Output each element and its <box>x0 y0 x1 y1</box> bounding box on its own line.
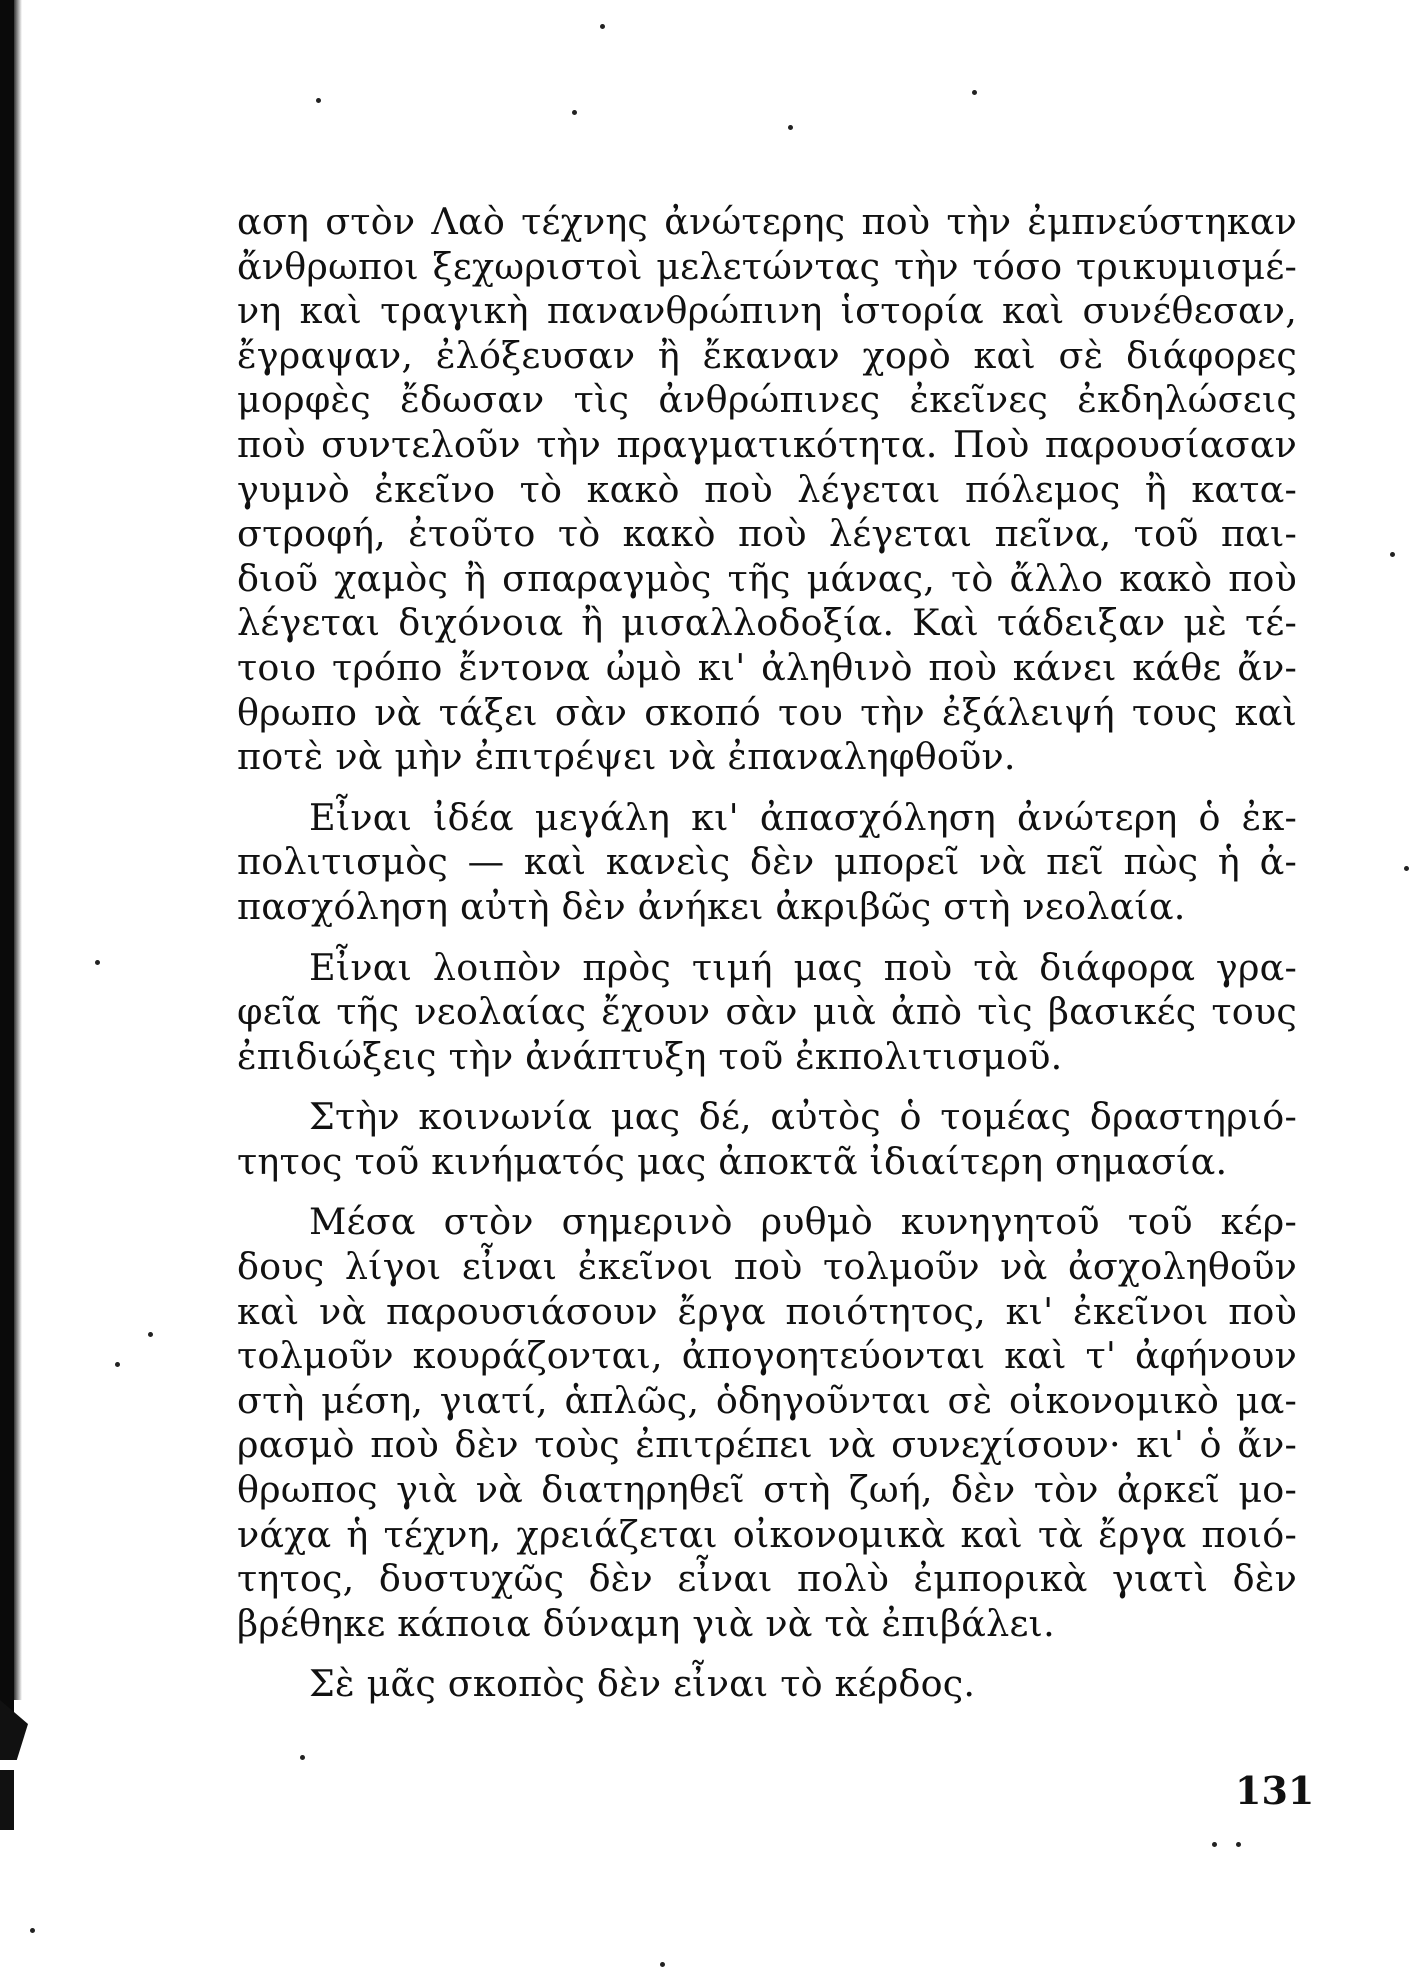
scan-speck <box>600 24 605 29</box>
scan-speck <box>95 960 100 965</box>
text-line: στὴ μέση, γιατί, ἁπλῶς, ὁδηγοῦνται σὲ οἰκονομικὸ μα- <box>237 1378 1297 1422</box>
text-line: λέγεται διχόνοια ἢ μισαλλοδοξία. Καὶ τάδειξαν μὲ τέ- <box>237 601 1297 645</box>
text-line: ρασμὸ ποὺ δὲν τοὺς ἐπιτρέπει νὰ συνεχίσουν· κι' ὁ ἄν- <box>237 1423 1297 1467</box>
scan-edge-notch <box>0 1770 14 1830</box>
scan-speck <box>1236 1842 1241 1847</box>
text-line: Στὴν κοινωνία μας δέ, αὐτὸς ὁ τομέας δραστηριό- <box>309 1095 1297 1139</box>
text-line: μορφὲς ἔδωσαν τὶς ἀνθρώπινες ἐκεῖνες ἐκδηλώσεις <box>237 378 1297 422</box>
text-line: τοιο τρόπο ἔντονα ὠμὸ κι' ἀληθινὸ ποὺ κάνει κάθε ἄν- <box>237 645 1297 689</box>
text-line: θρωπος γιὰ νὰ διατηρηθεῖ στὴ ζωή, δὲν τὸν ἀρκεῖ μο- <box>237 1468 1297 1512</box>
scan-speck <box>1212 1842 1217 1847</box>
text-line: Εἶναι ἰδέα μεγάλη κι' ἀπασχόληση ἀνώτερη ὁ ἐκ- <box>309 795 1297 839</box>
paragraph <box>237 1200 1297 1646</box>
scan-speck <box>148 1332 153 1337</box>
paragraph <box>237 1662 1297 1707</box>
scan-speck <box>30 1928 35 1933</box>
text-line: πολιτισμὸς — καὶ κανεὶς δὲν μπορεῖ νὰ πεῖ πὼς ἡ ἀ- <box>237 840 1297 884</box>
text-line: ἄνθρωποι ξεχωριστοὶ μελετώντας τὴν τόσο τρικυμισμέ- <box>237 244 1297 288</box>
scan-speck <box>660 1962 665 1967</box>
paragraph <box>237 796 1297 930</box>
page-body-text <box>237 200 1297 1707</box>
text-line: νη καὶ τραγικὴ πανανθρώπινη ἱστορία καὶ συνέθεσαν, <box>237 289 1297 333</box>
text-line: ποτὲ νὰ μὴν ἐπιτρέψει νὰ ἐπαναληφθοῦν. <box>237 735 1016 779</box>
text-line: καὶ νὰ παρουσιάσουν ἔργα ποιότητος, κι' ἐκεῖνοι ποὺ <box>237 1289 1297 1333</box>
paragraph-gap <box>237 1646 1297 1662</box>
text-line: Σὲ μᾶς σκοπὸς δὲν εἶναι τὸ κέρδος. <box>309 1662 976 1706</box>
paragraph-gap <box>237 930 1297 946</box>
text-line: νάχα ἡ τέχνη, χρειάζεται οἰκονομικὰ καὶ τὰ ἔργα ποιό- <box>237 1512 1297 1556</box>
scan-edge-notch <box>0 1700 28 1760</box>
text-line: γυμνὸ ἐκεῖνο τὸ κακὸ ποὺ λέγεται πόλεμος ἢ κατα- <box>237 467 1297 511</box>
scan-speck <box>972 90 977 95</box>
scan-speck <box>1390 552 1395 557</box>
text-line: ἔγραψαν, ἐλόξευσαν ἢ ἔκαναν χορὸ καὶ σὲ διάφορες <box>237 333 1297 377</box>
page-number: 131 <box>1235 1768 1315 1813</box>
text-line: ποὺ συντελοῦν τὴν πραγματικότητα. Ποὺ παρουσίασαν <box>237 422 1297 466</box>
scan-speck <box>300 1755 305 1760</box>
scan-left-edge-shadow <box>0 0 14 1720</box>
paragraph-gap <box>237 1184 1297 1200</box>
scan-speck <box>115 1362 120 1367</box>
text-line: τητος, δυστυχῶς δὲν εἶναι πολὺ ἐμπορικὰ γιατὶ δὲν <box>237 1557 1297 1601</box>
scan-speck <box>572 110 577 115</box>
text-line: Μέσα στὸν σημερινὸ ρυθμὸ κυνηγητοῦ τοῦ κέρ- <box>309 1200 1297 1244</box>
scan-speck <box>1404 866 1409 871</box>
text-line: πασχόληση αὐτὴ δὲν ἀνήκει ἀκριβῶς στὴ νεολαία. <box>237 884 1186 928</box>
scan-edge-fade <box>14 0 22 1700</box>
text-line: δους λίγοι εἶναι ἐκεῖνοι ποὺ τολμοῦν νὰ ἀσχοληθοῦν <box>237 1245 1297 1289</box>
paragraph-gap <box>237 780 1297 796</box>
scan-speck <box>788 125 793 130</box>
text-line: βρέθηκε κάποια δύναμη γιὰ νὰ τὰ ἐπιβάλει. <box>237 1601 1055 1645</box>
text-line: διοῦ χαμὸς ἢ σπαραγμὸς τῆς μάνας, τὸ ἄλλο κακὸ ποὺ <box>237 556 1297 600</box>
text-line: αση στὸν Λαὸ τέχνης ἀνώτερης ποὺ τὴν ἐμπνεύστηκαν <box>237 200 1297 243</box>
paragraph <box>237 946 1297 1080</box>
text-line: τολμοῦν κουράζονται, ἀπογοητεύονται καὶ τ' ἀφήνουν <box>237 1334 1297 1378</box>
text-line: φεῖα τῆς νεολαίας ἔχουν σὰν μιὰ ἀπὸ τὶς βασικές τους <box>237 990 1297 1034</box>
paragraph <box>237 200 1297 780</box>
text-line: τητος τοῦ κινήματός μας ἀποκτᾶ ἰδιαίτερη σημασία. <box>237 1139 1228 1183</box>
text-line: στροφή, ἐτοῦτο τὸ κακὸ ποὺ λέγεται πεῖνα, τοῦ παι- <box>237 512 1297 556</box>
text-line: Εἶναι λοιπὸν πρὸς τιμή μας ποὺ τὰ διάφορα γρα- <box>309 945 1297 989</box>
scan-speck <box>316 98 321 103</box>
text-line: ἐπιδιώξεις τὴν ἀνάπτυξη τοῦ ἐκπολιτισμοῦ. <box>237 1034 1063 1078</box>
paragraph <box>237 1095 1297 1184</box>
paragraph-gap <box>237 1079 1297 1095</box>
text-line: θρωπο νὰ τάξει σὰν σκοπό του τὴν ἐξάλειψή τους καὶ <box>237 690 1297 734</box>
